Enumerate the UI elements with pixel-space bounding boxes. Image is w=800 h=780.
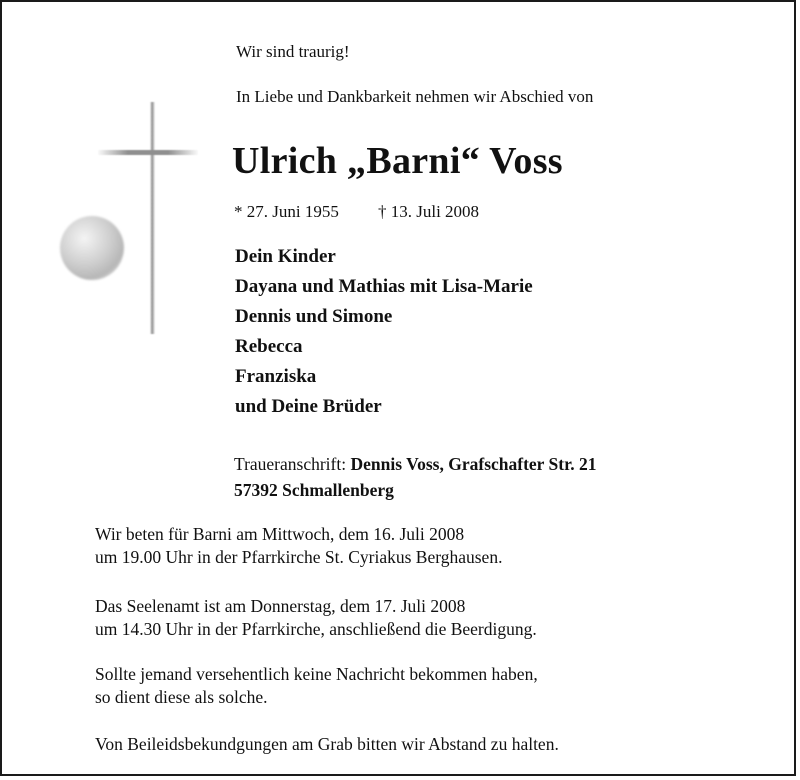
address-label: Traueranschrift:	[234, 454, 347, 474]
address-line-1: Dennis Voss, Grafschafter Str. 21	[350, 454, 597, 474]
family-member: Dayana und Mathias mit Lisa-Marie	[235, 276, 533, 297]
notice-line-2: so dient diese als solche.	[95, 687, 268, 707]
prayer-paragraph	[95, 523, 502, 569]
family-member: Rebecca	[235, 336, 303, 357]
cross-vertical-bar	[150, 102, 155, 334]
birth-date: * 27. Juni 1955	[234, 202, 339, 221]
family-member: Dein Kinder	[235, 246, 336, 267]
condolence-line-1: Von Beileidsbekundgungen am Grab bitten wir Abstand zu halten.	[95, 734, 559, 754]
death-date: † 13. Juli 2008	[378, 202, 480, 221]
family-list	[235, 242, 533, 422]
family-member: und Deine Brüder	[235, 396, 382, 417]
requiem-line-1: Das Seelenamt ist am Donnerstag, dem 17. Juli 2008	[95, 596, 466, 616]
header-line-1: Wir sind traurig!	[236, 42, 350, 61]
cross-horizontal-bar	[98, 150, 198, 155]
family-member: Dennis und Simone	[235, 306, 393, 327]
notice-paragraph	[95, 663, 538, 709]
requiem-line-2: um 14.30 Uhr in der Pfarrkirche, anschließend die Beerdigung.	[95, 619, 537, 639]
notice-line-1: Sollte jemand versehentlich keine Nachricht bekommen haben,	[95, 664, 538, 684]
deceased-name: Ulrich „Barni“ Voss	[232, 140, 563, 182]
address-line-2: 57392 Schmallenberg	[234, 480, 394, 500]
mourning-address	[234, 451, 596, 503]
condolence-paragraph	[95, 733, 559, 756]
sphere-icon	[60, 216, 124, 280]
prayer-line-2: um 19.00 Uhr in der Pfarrkirche St. Cyriakus Berghausen.	[95, 547, 503, 567]
family-member: Franziska	[235, 366, 317, 387]
header-line-2: In Liebe und Dankbarkeit nehmen wir Abschied von	[236, 87, 594, 106]
requiem-paragraph	[95, 595, 537, 641]
prayer-line-1: Wir beten für Barni am Mittwoch, dem 16. Juli 2008	[95, 524, 465, 544]
